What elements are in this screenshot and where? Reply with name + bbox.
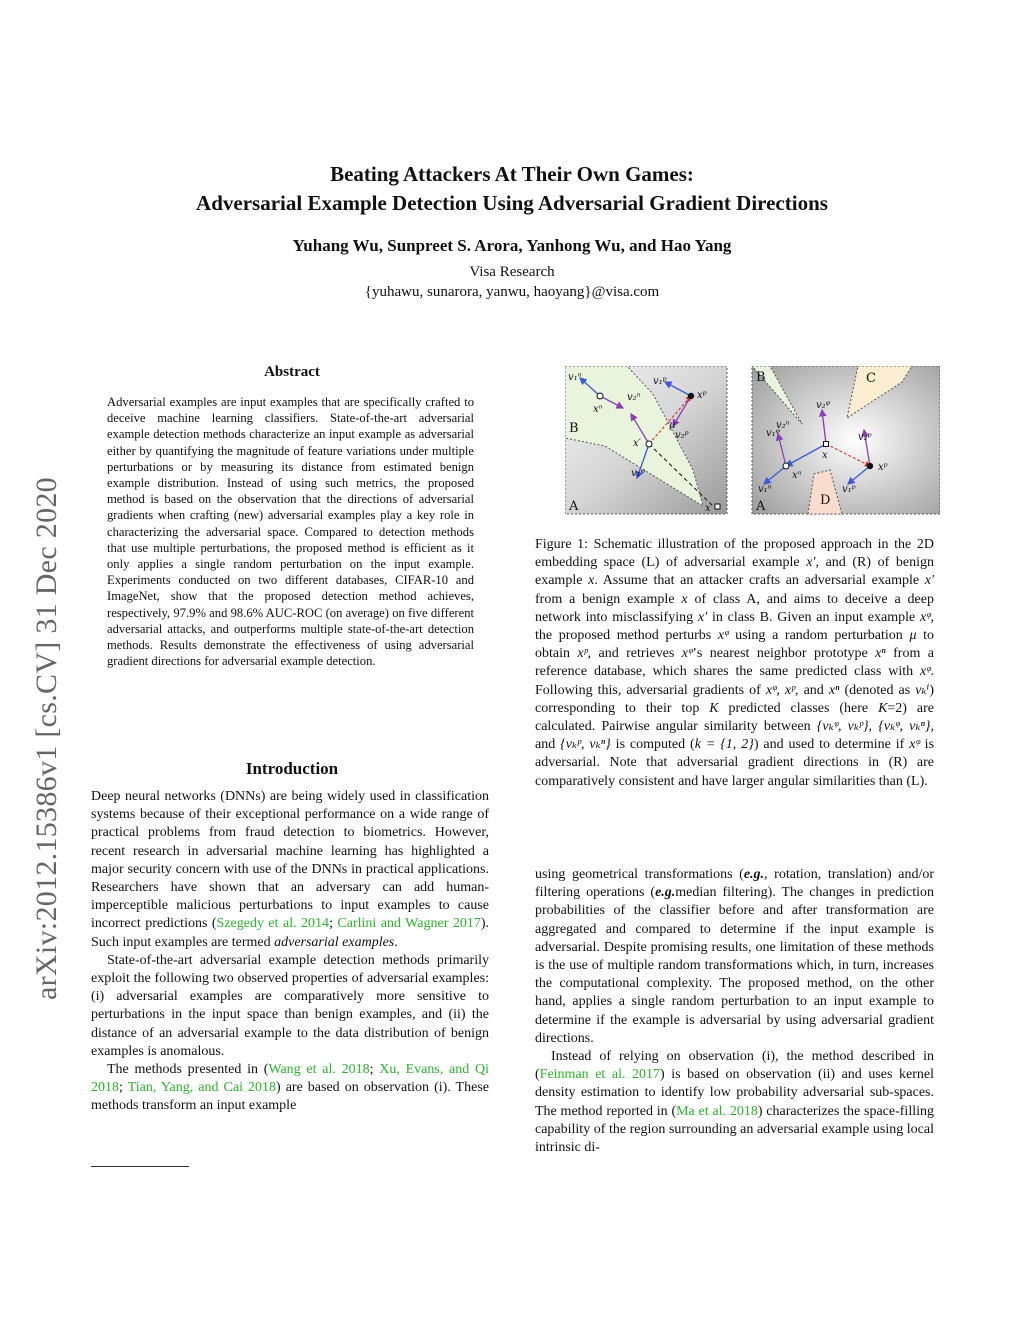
intro-text: Deep neural networks (DNNs) are being widely used in classification systems because of their exceptional performance on a wide range of practical problems from fraud detection to biometrics. However, recent research in adversarial machine learning has highlighted a major security concern with use of the DNNs in practical applications. Researchers have shown that an adversary can add human-imperceptible malicious perturbations to input examples to cause incorrect predictions (: [91, 789, 489, 932]
abstract-heading: Abstract: [264, 364, 320, 380]
caption-text: to obtain: [535, 628, 935, 662]
intro-text: ) is based on observation (ii) and uses kernel density estimation to identify low probability adversarial sub-spaces. The method reported in (: [535, 1067, 934, 1119]
caption-text: , the proposed method perturbs: [535, 609, 934, 644]
paper-title: [0, 160, 1024, 218]
label-v2p: v₂ᵖ: [675, 430, 689, 441]
label-region-b: B: [756, 370, 766, 385]
authors: Yuhang Wu, Sunpreet S. Arora, Yanhong Wu, and Hao Yang: [292, 236, 732, 255]
label-region-a: A: [569, 499, 579, 514]
caption-text: ’s nearest neighbor prototype: [692, 646, 876, 662]
title-line-1: Beating Attackers At Their Own Games:: [330, 162, 694, 186]
math-symbol: x′: [697, 609, 708, 625]
math-symbol: K: [709, 700, 719, 716]
caption-text: is adversarial. Note that adversarial gradient directions in (R) are comparatively consistent and have larger angular similarities than (L).: [535, 737, 935, 789]
introduction-heading: Introduction: [245, 759, 339, 778]
introduction-left-column: [91, 788, 489, 1116]
math-symbol: xᵖ: [577, 646, 588, 662]
math-symbol: x′: [806, 555, 816, 571]
math-symbol: k = {1, 2}: [694, 737, 754, 753]
figure-1-caption: [535, 536, 934, 791]
caption-text: =2) are calculated. Pairwise angular similarity between: [535, 700, 934, 735]
figure-1-schematic: [565, 366, 940, 516]
caption-text: is computed (: [610, 737, 695, 753]
caption-text: . Following this, adversarial gradients of: [535, 664, 934, 698]
intro-text: using geometrical transformations (: [535, 867, 744, 882]
caption-text: of class A, and aims to deceive a deep network into misclassifying: [535, 591, 934, 625]
caption-text: , and: [535, 719, 934, 753]
label-region-d: D: [820, 493, 831, 508]
label-v1n: v₁ⁿ: [568, 372, 582, 383]
intro-text: median filtering). The changes in prediction probabilities of the classifier before and after transformation are aggregated and compared to determine if the input example is adversarial. Despite promising results, one limitation of these methods is the use of multiple random transformations which, in turn, increases the computational complexity. The proposed method, on the other hand, applies a single random perturbation to an input example to determine if the example is adversarial by using adversarial gradient directions.: [535, 885, 935, 1046]
label-mu: μ: [669, 420, 676, 431]
intro-text: ;: [329, 916, 338, 932]
label-xn: xⁿ: [593, 404, 603, 415]
math-symbol: xᵠ: [920, 609, 931, 625]
intro-paragraph-4: [535, 866, 934, 1048]
intro-paragraph-2: State-of-the-art adversarial example detection methods primarily exploit the following two observed properties of adversarial examples: (i) adversarial examples are comparatively more sensitive to perturbations in the input space than benign examples, and (ii) the distance of an adversarial example to the data distribution of benign examples is anomalous.: [91, 952, 489, 1059]
point-x: [824, 442, 829, 447]
label-xp: xᵖ: [697, 390, 707, 401]
citation-link[interactable]: Carlini and Wagner 2017: [337, 916, 481, 932]
citation-link[interactable]: Feinman et al. 2017: [539, 1067, 661, 1083]
emphasis-text: e.g.: [655, 885, 676, 901]
footnote-rule: [91, 1166, 189, 1167]
intro-text: , rotation, translation) and/or filtering operations (: [535, 867, 934, 901]
label-v1p: v₁ᵖ: [842, 484, 856, 495]
label-v2p: v₂ᵖ: [858, 432, 872, 443]
title-line-2: Adversarial Example Detection Using Adversarial Gradient Directions: [196, 191, 828, 215]
intro-paragraph-5: [535, 1048, 934, 1157]
label-v1n: v₁ⁿ: [758, 484, 772, 495]
arxiv-identifier: arXiv:2012.15386v1 [cs.CV] 31 Dec 2020: [30, 477, 63, 1000]
math-symbol: xⁿ: [828, 682, 840, 698]
caption-text: ) corresponding to their top: [535, 682, 934, 716]
label-v1q: v₁ᵠ: [631, 468, 646, 479]
caption-text: Figure 1: Schematic illustration of the proposed approach in the 2D embedding space (L) of adversarial example: [535, 537, 934, 571]
math-symbol: x′: [924, 573, 935, 589]
caption-text: using a random perturbation: [728, 628, 910, 644]
math-symbol: {vₖᵠ, vₖᵖ}, {vₖᵠ, vₖⁿ}: [816, 719, 931, 735]
caption-text: , and (R) of benign example: [535, 555, 934, 589]
label-region-c: C: [866, 371, 876, 386]
label-xn: xⁿ: [792, 470, 802, 481]
figure-left-panel: [565, 366, 727, 514]
affiliation-block: [0, 262, 1024, 302]
intro-text: Instead of relying on observation (i), the method described in (: [535, 1049, 934, 1083]
intro-paragraph-3: [91, 1061, 489, 1116]
caption-text: predicted classes (here: [718, 700, 879, 716]
math-symbol: μ: [909, 628, 917, 644]
intro-text: ). Such input examples are termed: [91, 916, 490, 950]
intro-text: .: [394, 934, 398, 950]
point-xn: [597, 393, 603, 399]
math-symbol: vₖⁱ: [915, 682, 930, 698]
caption-text: in class B. Given an input example: [707, 609, 920, 625]
point-x: [715, 504, 720, 509]
math-symbol: xᵠ: [909, 737, 920, 753]
intro-text: ;: [369, 1062, 380, 1078]
citation-link[interactable]: Ma et al. 2018: [676, 1103, 758, 1119]
citation-link[interactable]: Szegedy et al. 2014: [216, 916, 330, 932]
label-v2n: v₂ⁿ: [776, 420, 790, 431]
math-symbol: {vₖᵖ, vₖⁿ}: [560, 737, 611, 753]
citation-link[interactable]: Tian, Yang, and Cai 2018: [127, 1080, 276, 1096]
caption-text: from a reference database, which shares the same predicted class with: [535, 646, 934, 680]
caption-text: from a benign example: [535, 591, 682, 607]
point-xp: [688, 393, 694, 399]
intro-text: The methods presented in (: [107, 1062, 269, 1078]
introduction-right-column: [535, 866, 934, 1157]
caption-text: , and: [795, 682, 829, 698]
math-symbol: x: [681, 591, 688, 607]
intro-paragraph-1: [91, 788, 489, 952]
point-xp: [867, 463, 873, 469]
figure-1: [565, 366, 940, 516]
math-symbol: K: [878, 700, 888, 716]
label-xprime: x′: [633, 438, 641, 449]
math-symbol: xᵠ: [681, 646, 693, 662]
label-x: x: [705, 503, 711, 514]
caption-text: ) and used to determine if: [753, 737, 910, 753]
citation-link[interactable]: Xu, Evans, and Qi 2018: [91, 1062, 490, 1096]
emphasis-text: e.g.: [743, 867, 765, 882]
caption-text: (denoted as: [839, 682, 916, 698]
label-xp: xᵖ: [878, 462, 888, 473]
intro-text: ) characterizes the space-filling capability of the region surrounding an adversarial example using local intrinsic di-: [535, 1103, 934, 1156]
email: {yuhawu, sunarora, yanwu, haoyang}@visa.com: [364, 284, 660, 300]
citation-link[interactable]: Wang et al. 2018: [268, 1062, 370, 1078]
emphasis-text: adversarial examples: [274, 934, 395, 950]
abstract-text: Adversarial examples are input examples that are specifically crafted to deceive machine learning classifiers. State-of-the-art adversarial example detection methods characterize an input example as adversarial either by quantifying the magnitude of feature variations under multiple perturbations or by measuring its distance from estimated benign example distribution. Instead of using such metrics, the proposed method is based on the observation that the directions of adversarial gradients when crafting (new) adversarial examples play a key role in characterizing the adversarial space. Compared to detection methods that use multiple perturbations, the proposed method is efficient as it only applies a single random perturbation on the input example. Experiments conducted on two different databases, CIFAR-10 and ImageNet, show that the proposed detection method achieves, respectively, 97.9% and 98.6% AUC-ROC (on average) on five different adversarial attacks, and outperforms multiple state-of-the-art detection methods. Results demonstrate the effectiveness of using adversarial gradient directions for adversarial example detection.: [107, 395, 474, 669]
label-region-a: A: [756, 499, 766, 514]
point-xprime: [646, 441, 652, 447]
intro-text: ) are based on observation (i). These methods transform an input example: [91, 1080, 489, 1114]
intro-text: ;: [119, 1080, 128, 1096]
label-v2n: v₂ⁿ: [627, 392, 641, 403]
caption-text: . Assume that an attacker crafts an adversarial example: [594, 573, 925, 589]
label-v2q: v₂ᵠ: [816, 400, 831, 411]
label-region-b: B: [569, 421, 579, 436]
affiliation: Visa Research: [469, 264, 555, 280]
point-xn: [783, 463, 789, 469]
caption-text: , and retrieves: [587, 646, 682, 662]
math-symbol: x: [588, 573, 595, 589]
figure-right-panel: [752, 366, 940, 514]
label-v1p: v₁ᵖ: [653, 376, 667, 387]
math-symbol: xᵠ, xᵖ: [765, 682, 796, 698]
math-symbol: xᵠ: [717, 628, 729, 644]
label-x: x: [822, 450, 828, 461]
math-symbol: xᵠ: [920, 664, 931, 680]
math-symbol: xⁿ: [875, 646, 886, 662]
label-v1q: v₁ᵠ: [766, 428, 781, 439]
